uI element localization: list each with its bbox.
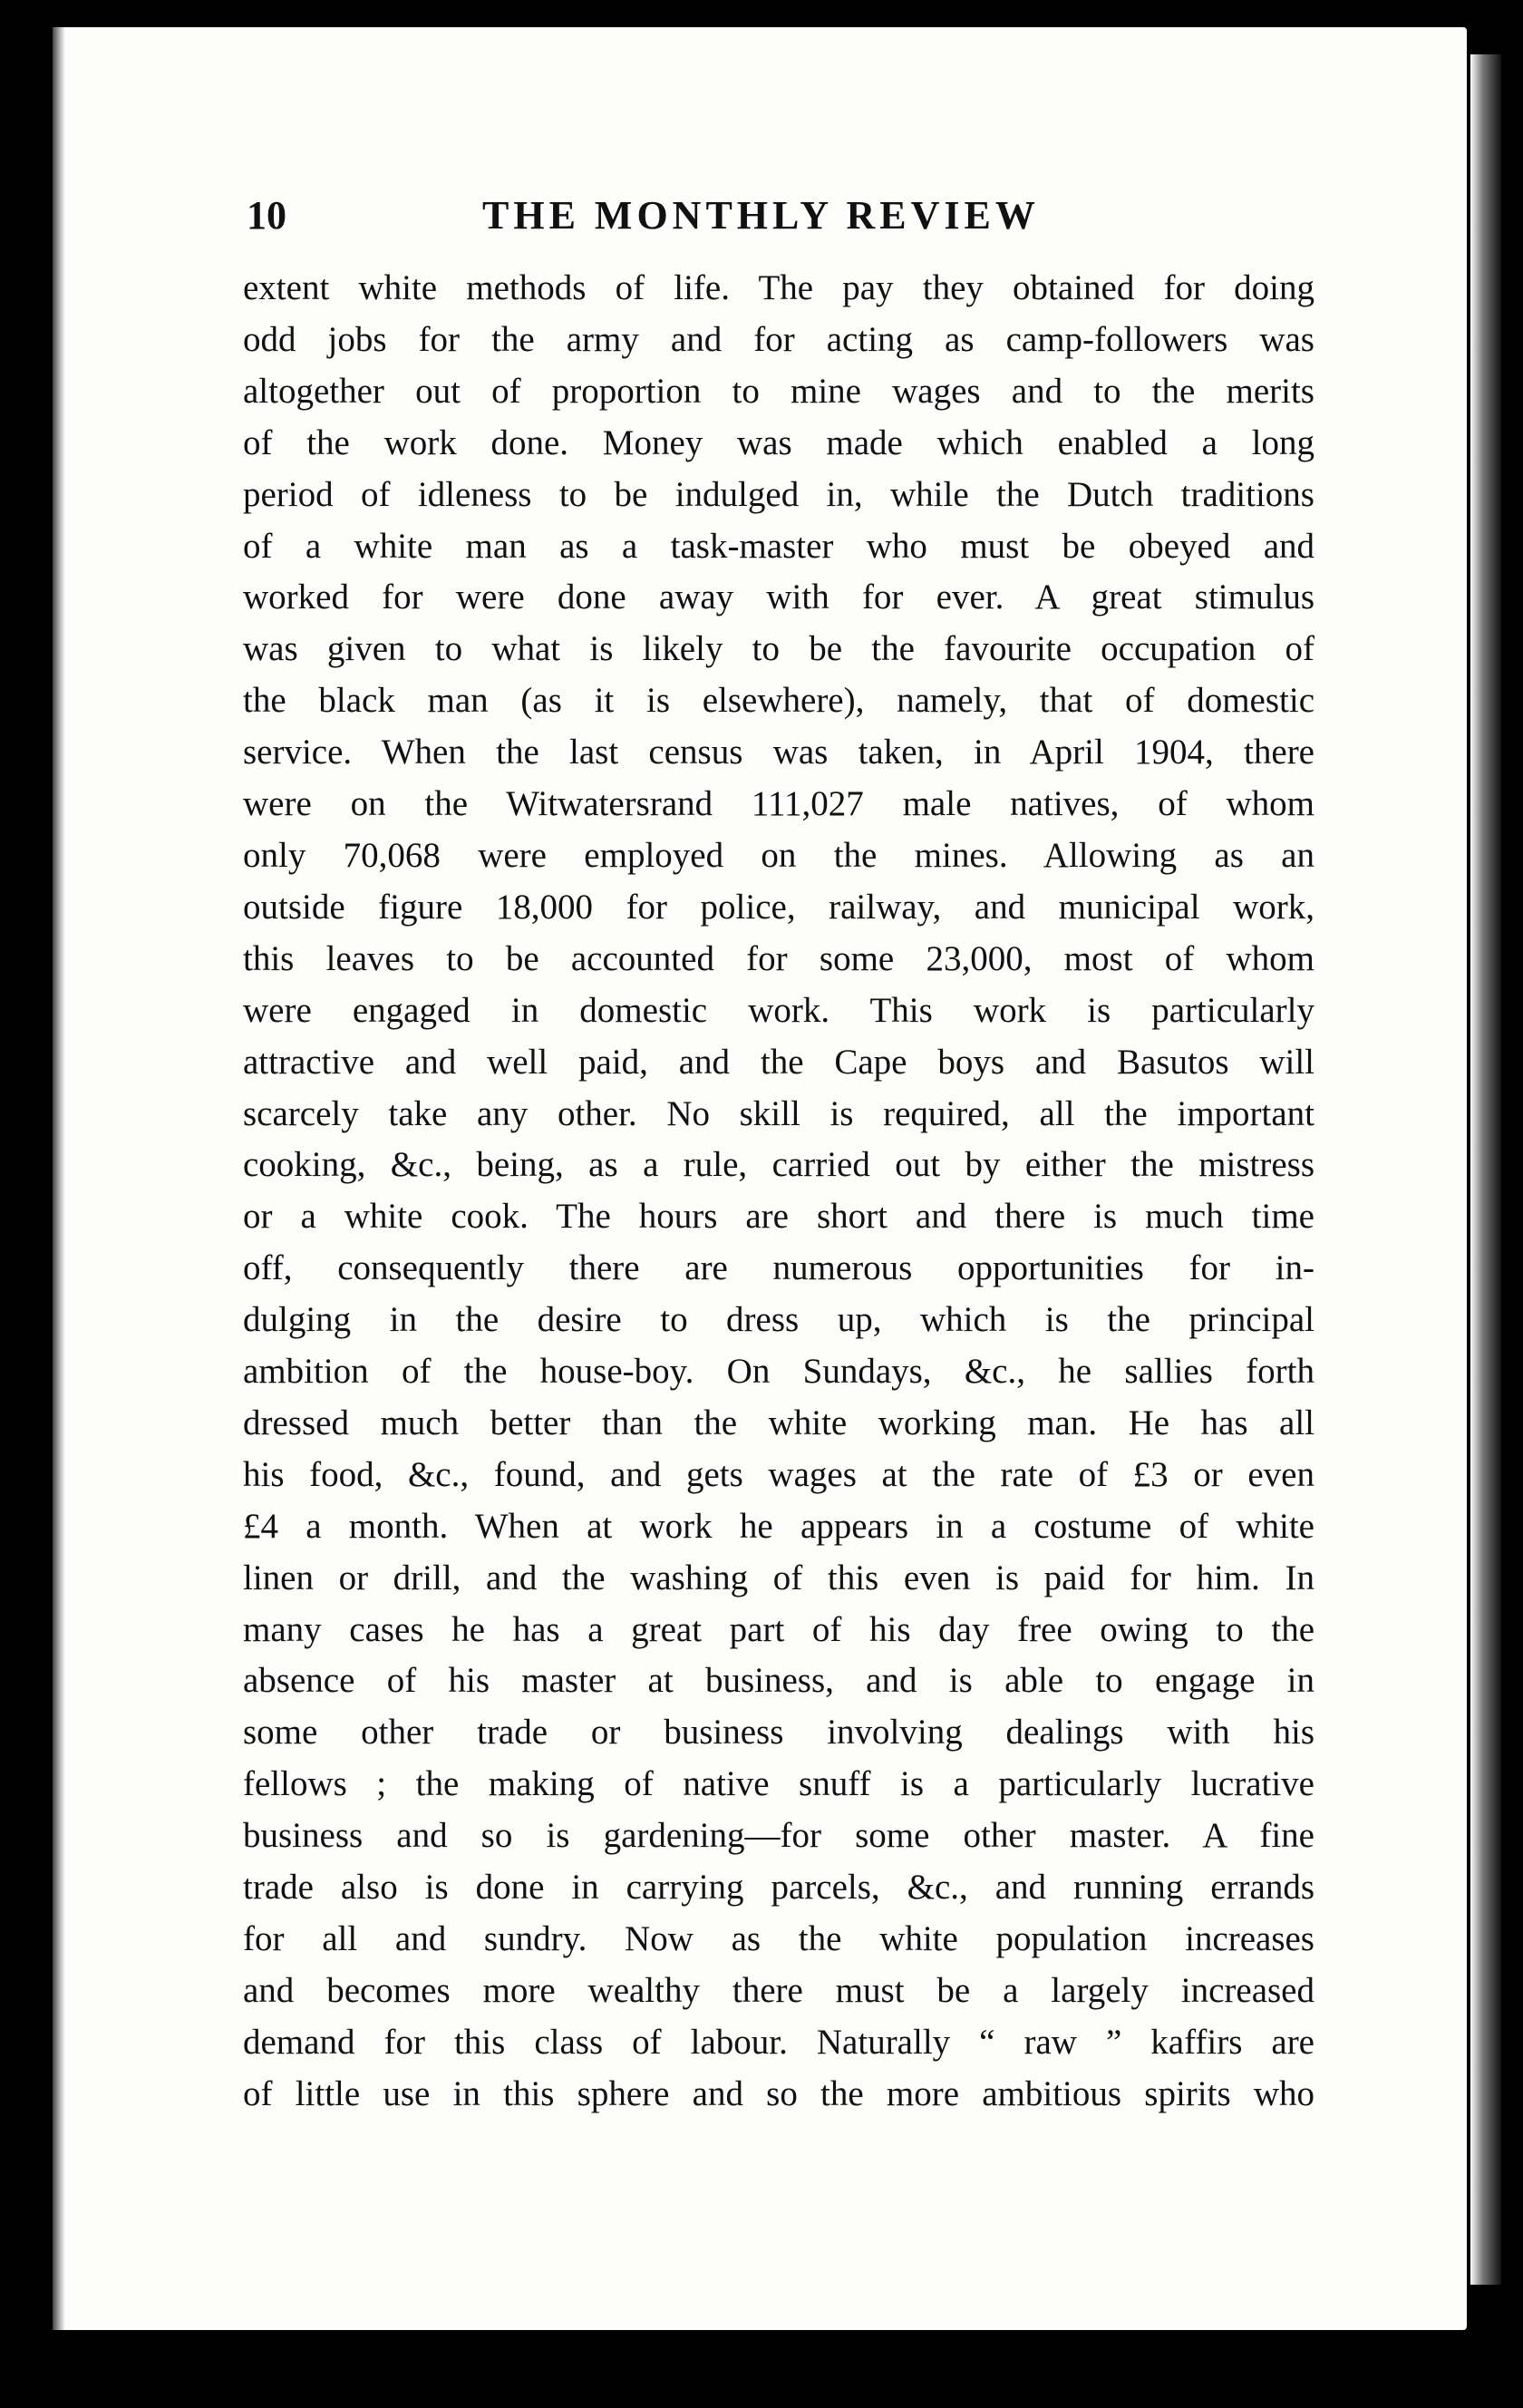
- text-line: cooking, &c., being, as a rule, carried out by either the mistress: [243, 1145, 1314, 1185]
- text-line: demand for this class of labour. Naturally “ raw ” kaffirs are: [243, 2022, 1314, 2062]
- text-line: period of idleness to be indulged in, while the Dutch traditions: [243, 474, 1314, 514]
- page-number: 10: [247, 193, 286, 238]
- text-line: worked for were done away with for ever. A great stimulus: [243, 578, 1314, 617]
- text-line: altogether out of proportion to mine wages and to the merits: [243, 371, 1314, 411]
- text-line: his food, &c., found, and gets wages at the rate of £3 or even: [243, 1454, 1314, 1494]
- text-line: odd jobs for the army and for acting as camp-followers was: [243, 319, 1314, 359]
- text-line: scarcely take any other. No skill is required, all the important: [243, 1093, 1314, 1133]
- text-line: service. When the last census was taken, in April 1904, there: [243, 733, 1314, 772]
- text-line: of little use in this sphere and so the more ambitious spirits who: [243, 2073, 1314, 2113]
- text-line: dulging in the desire to dress up, which is the principal: [243, 1300, 1314, 1340]
- text-line: of a white man as a task-master who must be obeyed and: [243, 526, 1314, 566]
- running-title: THE MONTHLY REVIEW: [482, 193, 1040, 238]
- text-line: some other trade or business involving dealings with his: [243, 1713, 1314, 1753]
- text-line: for all and sundry. Now as the white population increases: [243, 1919, 1314, 1958]
- text-line: linen or drill, and the washing of this even is paid for him. In: [243, 1558, 1314, 1597]
- text-line: many cases he has a great part of his day free owing to the: [243, 1609, 1314, 1649]
- text-line: dressed much better than the white working man. He has all: [243, 1403, 1314, 1442]
- text-line: fellows ; the making of native snuff is a particularly lucrative: [243, 1764, 1314, 1804]
- text-line: only 70,068 were employed on the mines. Allowing as an: [243, 835, 1314, 875]
- text-line: off, consequently there are numerous opportunities for in-: [243, 1248, 1314, 1288]
- body-text: [243, 263, 1314, 2121]
- text-line: attractive and well paid, and the Cape boys and Basutos will: [243, 1042, 1314, 1082]
- text-line: outside figure 18,000 for police, railway, and municipal work,: [243, 887, 1314, 927]
- running-header: [247, 192, 1102, 248]
- text-line: this leaves to be accounted for some 23,000, most of whom: [243, 938, 1314, 978]
- text-line: trade also is done in carrying parcels, &c., and running errands: [243, 1868, 1314, 1908]
- text-line: and becomes more wealthy there must be a largely increased: [243, 1970, 1314, 2010]
- text-line: £4 a month. When at work he appears in a costume of white: [243, 1506, 1314, 1546]
- page-edge-shadow: [1470, 54, 1501, 2285]
- text-line: were engaged in domestic work. This work is particularly: [243, 990, 1314, 1030]
- text-line: was given to what is likely to be the favourite occupation of: [243, 629, 1314, 669]
- text-line: or a white cook. The hours are short and there is much time: [243, 1197, 1314, 1237]
- text-line: ambition of the house-boy. On Sundays, &c., he sallies forth: [243, 1352, 1314, 1392]
- text-line: business and so is gardening—for some other master. A fine: [243, 1816, 1314, 1856]
- text-line: the black man (as it is elsewhere), namely, that of domestic: [243, 681, 1314, 721]
- text-line: of the work done. Money was made which enabled a long: [243, 422, 1314, 462]
- text-line: were on the Witwatersrand 111,027 male natives, of whom: [243, 784, 1314, 824]
- text-line: absence of his master at business, and is able to engage in: [243, 1661, 1314, 1701]
- text-line: extent white methods of life. The pay they obtained for doing: [243, 268, 1314, 307]
